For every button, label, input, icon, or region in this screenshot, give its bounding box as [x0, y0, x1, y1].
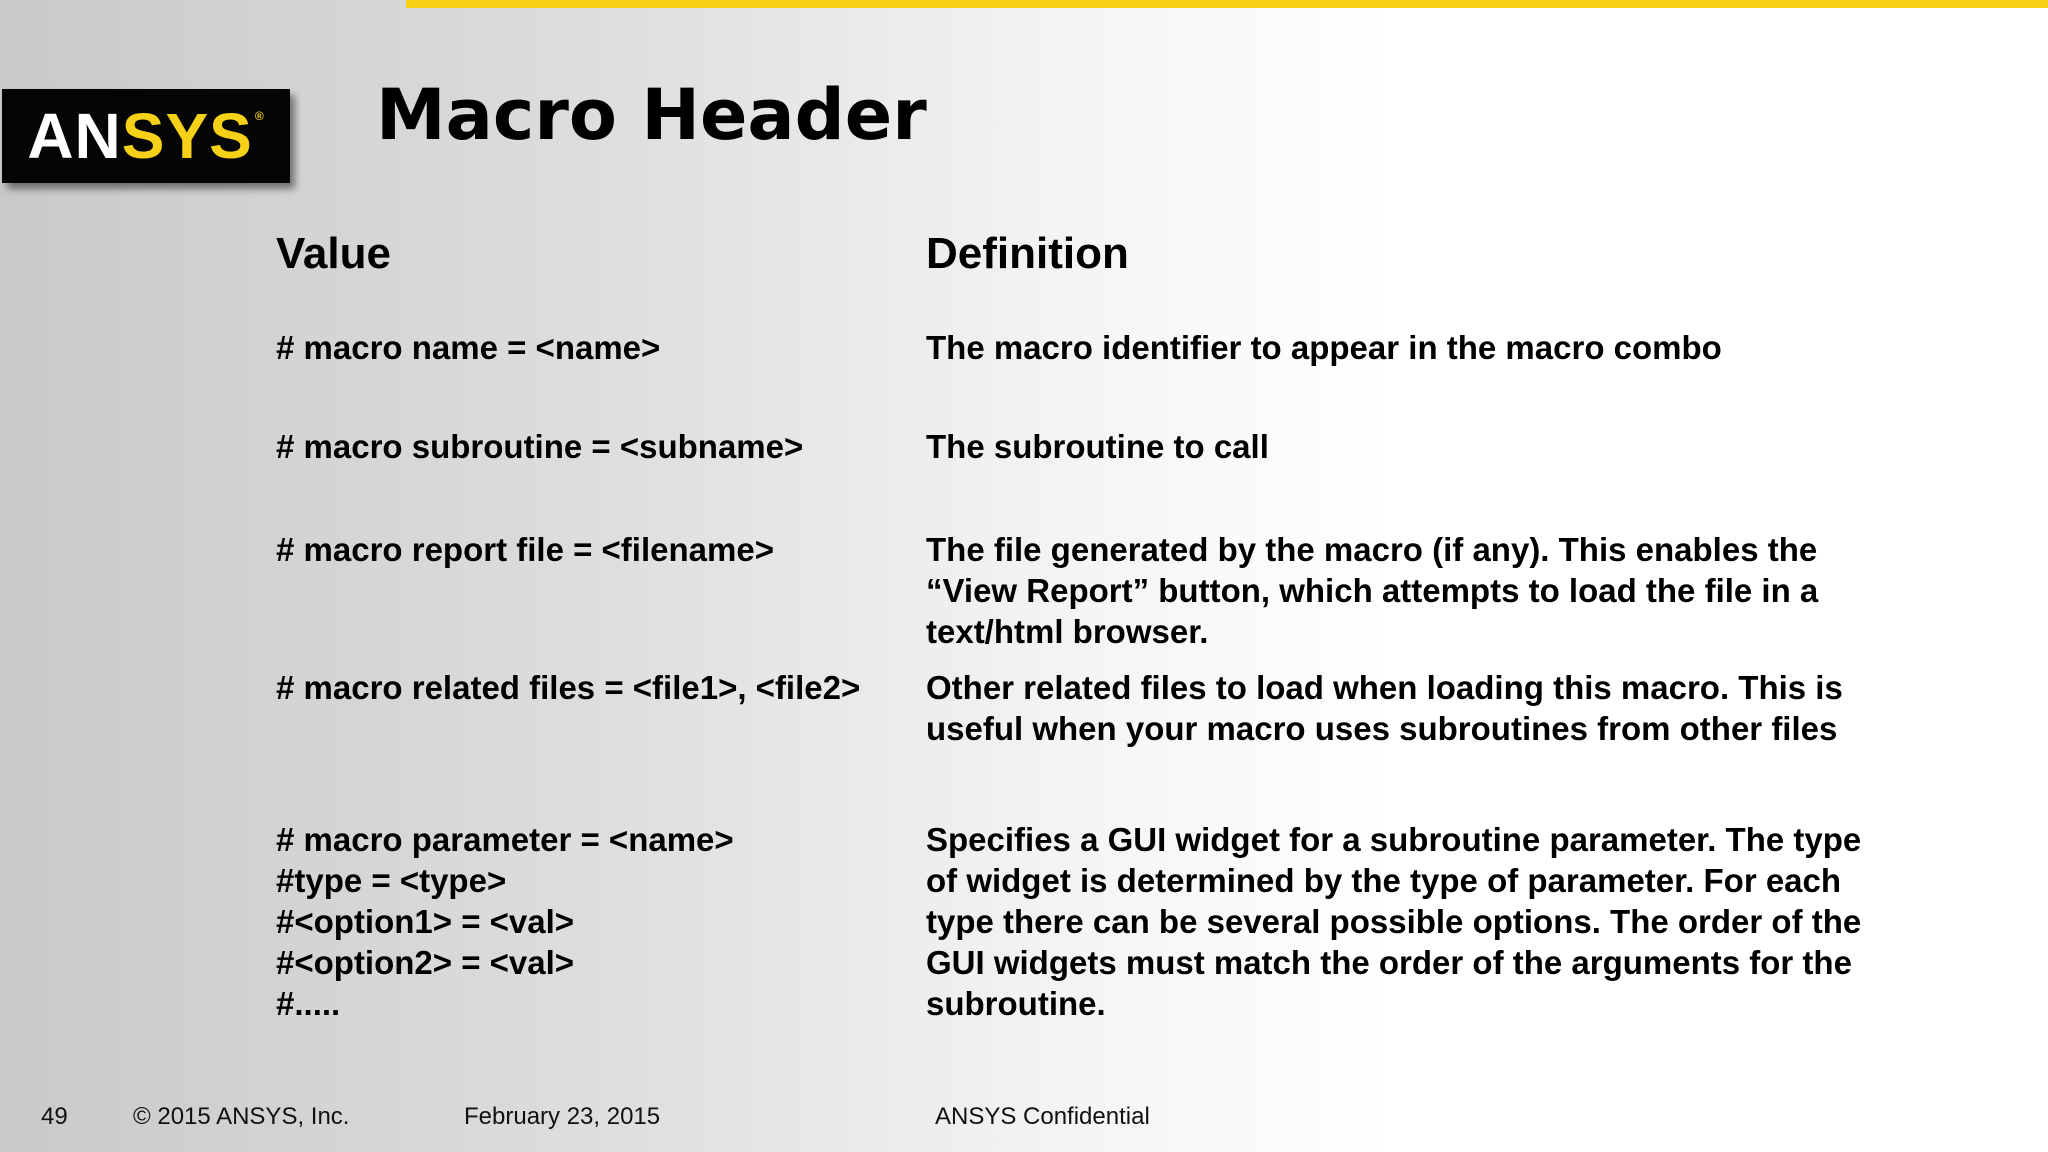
logo-registered-mark: ® — [254, 109, 265, 123]
definition-line: text/html browser. — [926, 613, 1209, 650]
definition-line: Other related files to load when loading this macro. This is — [926, 669, 1843, 706]
table-row-1-definition — [926, 327, 1722, 368]
logo-text-white: AN — [27, 100, 122, 172]
table-row-4-definition — [926, 667, 1843, 749]
value-line: # macro related files = <file1>, <file2> — [276, 669, 861, 706]
definition-line: The file generated by the macro (if any). This enables the — [926, 531, 1818, 568]
footer-confidential: ANSYS Confidential — [935, 1103, 1150, 1130]
value-line: #<option2> = <val> — [276, 944, 575, 981]
table-row-4-value — [276, 667, 860, 708]
value-line: # macro subroutine = <subname> — [276, 428, 804, 465]
top-accent-bar — [406, 0, 2048, 8]
table-row-3-value — [276, 529, 774, 570]
value-line: #<option1> = <val> — [276, 903, 575, 940]
value-line: #..... — [276, 985, 341, 1022]
footer-date: February 23, 2015 — [464, 1103, 661, 1130]
table-row-1-value — [276, 327, 660, 368]
logo-text-yellow: SYS — [121, 100, 253, 172]
definition-line: GUI widgets must match the order of the arguments for the — [926, 944, 1852, 981]
value-line: #type = <type> — [276, 862, 507, 899]
definition-line: useful when your macro uses subroutines from other files — [926, 710, 1838, 747]
column-header-value: Value — [276, 229, 391, 278]
footer-copyright: © 2015 ANSYS, Inc. — [133, 1103, 350, 1130]
value-line: # macro report file = <filename> — [276, 531, 774, 568]
ansys-logo-text — [27, 100, 265, 172]
value-line: # macro name = <name> — [276, 329, 661, 366]
definition-line: of widget is determined by the type of parameter. For each — [926, 862, 1842, 899]
table-row-2-value — [276, 426, 803, 467]
table-row-5-definition — [926, 819, 1861, 1024]
table-row-2-definition — [926, 426, 1269, 467]
footer-page-number: 49 — [41, 1103, 68, 1130]
value-line: # macro parameter = <name> — [276, 821, 734, 858]
definition-line: subroutine. — [926, 985, 1106, 1022]
definition-line: The macro identifier to appear in the macro combo — [926, 329, 1722, 366]
column-header-definition: Definition — [926, 229, 1129, 278]
page-title: Macro Header — [376, 74, 927, 156]
ansys-logo — [2, 89, 290, 183]
table-row-3-definition — [926, 529, 1818, 652]
definition-line: “View Report” button, which attempts to load the file in a — [926, 572, 1819, 609]
definition-line: type there can be several possible options. The order of the — [926, 903, 1862, 940]
table-row-5-value — [276, 819, 734, 1024]
definition-line: The subroutine to call — [926, 428, 1269, 465]
definition-line: Specifies a GUI widget for a subroutine parameter. The type — [926, 821, 1862, 858]
